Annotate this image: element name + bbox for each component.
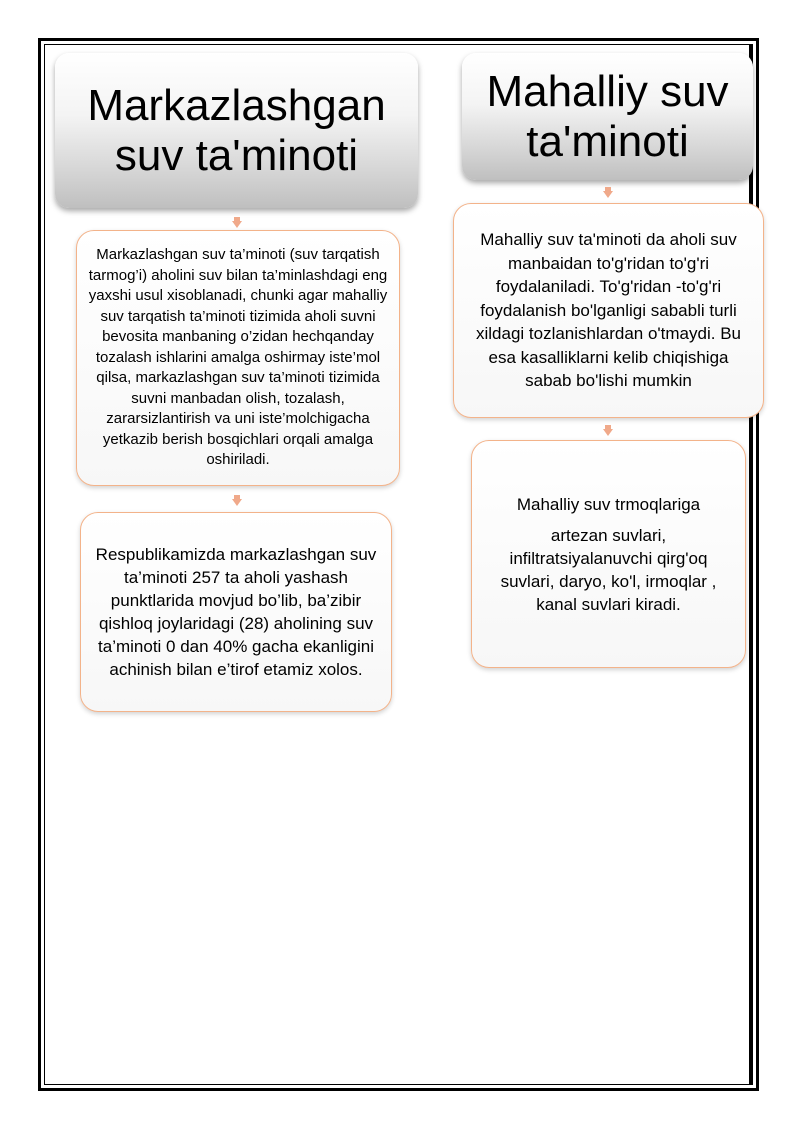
right-header-title: Mahalliy suv ta'minoti [486, 67, 729, 166]
left-description-text: Markazlashgan suv ta’minoti (suv tarqatish tarmog’i) aholini suv bilan ta’minlashdagi eng yaxshi usul xisoblanadi, chunki agar mahalliy suv tarqatish ta’minoti tizimida aholi suvni bevosita manbaning o’zidan hechqanday tozalash ishlarini amalga oshirmay iste’mol qilsa, markazlashgan suv ta’minoti tizimida suvni manbadan olish, tozalash, zararsizlantirish va uni iste’molchigacha yetkazib berish bosqichlari orqali amalga oshiriladi. [88, 246, 388, 469]
left-description-box [76, 230, 400, 486]
connector-arrow-right-2 [603, 429, 613, 436]
right-header-box [462, 53, 753, 180]
left-statistics-box [80, 512, 392, 712]
right-description-text: Mahalliy suv ta'minoti da aholi suv manbaidan to'g'ridan to'g'ri foydalaniladi. To'g'ridan -to'g'ri foydalanish bo'lganligi sababli turli xildagi tozlanishlardan o'tmaydi. Bu esa kasalliklarni kelib chiqishiga sabab bo'lishi mumkin [475, 230, 741, 391]
connector-arrow-left-2 [232, 499, 242, 506]
connector-arrow-left-1 [232, 221, 242, 228]
right-description-box [453, 203, 764, 418]
right-sources-box [471, 440, 746, 668]
right-sources-heading: Mahalliy suv trmoqlariga [516, 494, 701, 514]
left-header-box [55, 53, 418, 208]
right-sources-text: artezan suvlari, infiltratsiyalanuvchi qirg'oq suvlari, daryo, ko'l, irmoqlar , kanal suvlari kiradi. [500, 525, 717, 614]
connector-arrow-right-1 [603, 191, 613, 198]
page-border-right-bar [749, 44, 753, 1085]
left-header-title: Markazlashgan suv ta'minoti [87, 81, 386, 180]
left-statistics-text: Respublikamizda markazlashgan suv ta’minoti 257 ta aholi yashash punktlarida movjud bo’lib, ba’zibir qishloq joylaridagi (28) aholining suv ta’minoti 0 dan 40% gacha ekanligini achinish bilan e’tirof etamiz xolos. [95, 545, 377, 679]
